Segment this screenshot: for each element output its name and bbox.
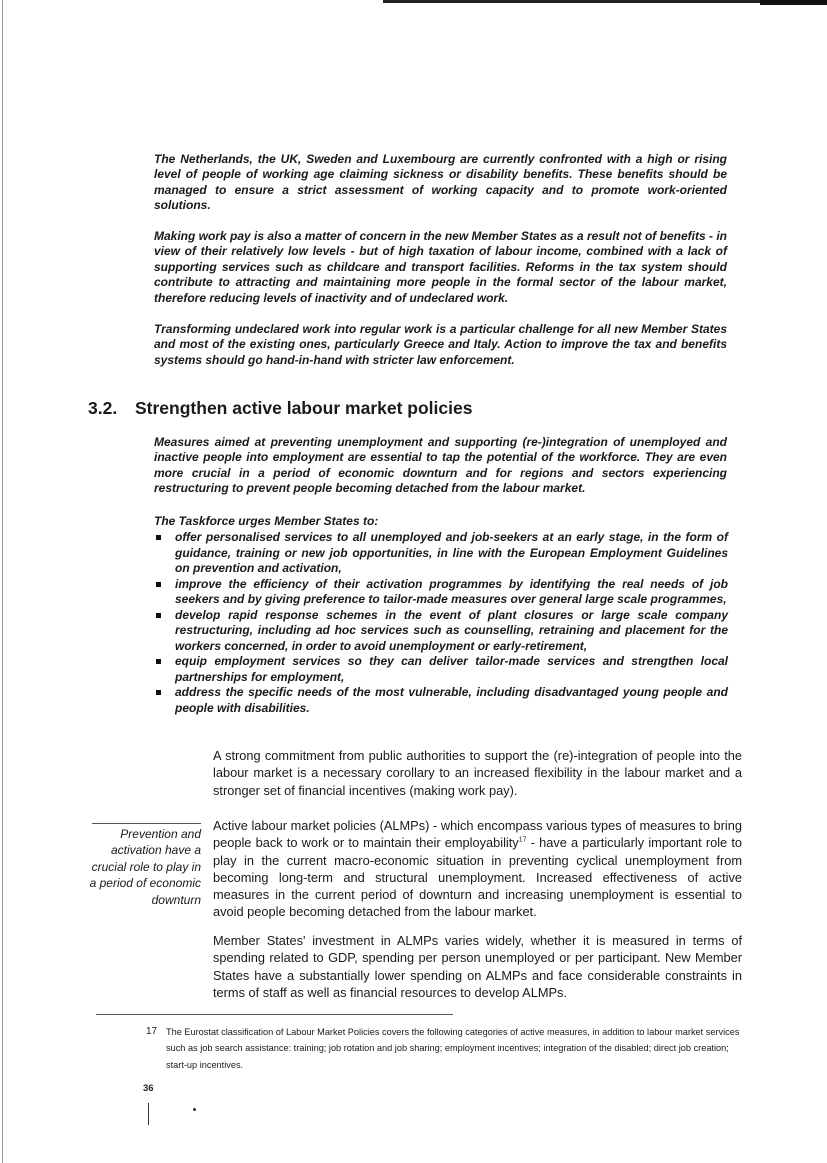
list-item: improve the efficiency of their activation programmes by identifying the real needs of job seekers and by giving preference to tailor-made measures over general large scale programmes,: [154, 577, 728, 608]
list-item: address the specific needs of the most vulnerable, including disadvantaged young people and people with disabilities.: [154, 685, 728, 716]
list-item: equip employment services so they can deliver tailor-made services and strengthen local partnerships for employment,: [154, 654, 728, 685]
scan-mark: [148, 1103, 149, 1125]
recommendation-list: [154, 530, 728, 716]
section-intro: Measures aimed at preventing unemployment and supporting (re-)integration of unemployed and inactive people into employment are essential to tap the potential of the workforce. They are even more crucial in a period of economic downturn and for regions and sectors experiencing restructuring to prevent people becoming detached from the labour market.: [154, 435, 727, 496]
taskforce-urges: The Taskforce urges Member States to:: [154, 514, 379, 528]
footnote-text: The Eurostat classification of Labour Market Policies covers the following categories of active measures, in addition to labour market services such as job search assistance: training; job rotation and job sharing; employment incentives; integration of the disabled; direct job creation; start-up incentives.: [166, 1027, 740, 1070]
scan-dot: [193, 1108, 196, 1111]
paragraph-undeclared-work: Transforming undeclared work into regular work is a particular challenge for all new Member States and most of the existing ones, particularly Greece and Italy. Action to improve the tax and benefits systems should go hand-in-hand with stricter law enforcement.: [154, 322, 727, 367]
margin-note-rule: [92, 823, 201, 824]
paragraph-sickness-benefits: The Netherlands, the UK, Sweden and Luxembourg are currently confronted with a high or rising level of people of working age claiming sickness or disability benefits. These benefits should be managed to ensure a strict assessment of working capacity and to promote work-oriented solutions.: [154, 152, 727, 213]
bullet-square-icon: [156, 613, 161, 618]
page-number: 36: [143, 1083, 154, 1094]
bullet-square-icon: [156, 659, 161, 664]
bullet-square-icon: [156, 582, 161, 587]
footnote-rule: [96, 1014, 453, 1015]
paragraph-making-work-pay: Making work pay is also a matter of concern in the new Member States as a result not of benefits - in view of their relatively low levels - but of high taxation of labour income, combined with a lack of supporting services such as childcare and transport facilities. Reforms in the tax system should contribute to attracting and maintaining more people in the formal sector of the labour market, therefore reducing levels of inactivity and of undeclared work.: [154, 229, 727, 305]
list-item: develop rapid response schemes in the event of plant closures or large scale company restructuring, including ad hoc services such as counselling, retraining and placement for the workers concerned, in order to avoid unemployment or early-retirement,: [154, 608, 728, 655]
bullet-square-icon: [156, 690, 161, 695]
top-rule-accent: [760, 0, 827, 5]
section-number: 3.2.: [88, 398, 118, 418]
section-title: Strengthen active labour market policies: [135, 398, 473, 418]
body-paragraph-almps: Active labour market policies (ALMPs) - which encompass various types of measures to bring people back to work or to maintain their employability$^{17}$ - have a particularly important role to play in the current macro-economic situation in preventing cyclical unemployment from becoming long-term and structural unemployment. Increased effectiveness of active measures in the current period of downturn and increasing unemployment is essential to avoid people becoming detached from the labour market.: [213, 818, 742, 920]
bullet-square-icon: [156, 535, 161, 540]
body-paragraph-investment: Member States' investment in ALMPs varies widely, whether it is measured in terms of spending related to GDP, spending per person unemployed or per participant. New Member States have a substantially lower spending on ALMPs and face considerable constraints in terms of staff as well as financial resources to develop ALMPs.: [213, 933, 742, 1000]
footnote-reference[interactable]: 17: [518, 837, 527, 845]
list-item: offer personalised services to all unemployed and job-seekers at an early stage, in the form of guidance, training or new job opportunities, in line with the European Employment Guidelines on prevention and activation,: [154, 530, 728, 577]
body-paragraph-commitment: A strong commitment from public authorities to support the (re)-integration of people into the labour market is a necessary corollary to an increased flexibility in the labour market and a stronger set of financial incentives (making work pay).: [213, 748, 742, 798]
page-edge-line: [2, 0, 3, 1163]
footnote-number: 17: [146, 1026, 158, 1037]
section-heading: [88, 398, 472, 419]
margin-note: Prevention and activation have a crucial role to play in a period of economic downturn: [89, 827, 201, 907]
